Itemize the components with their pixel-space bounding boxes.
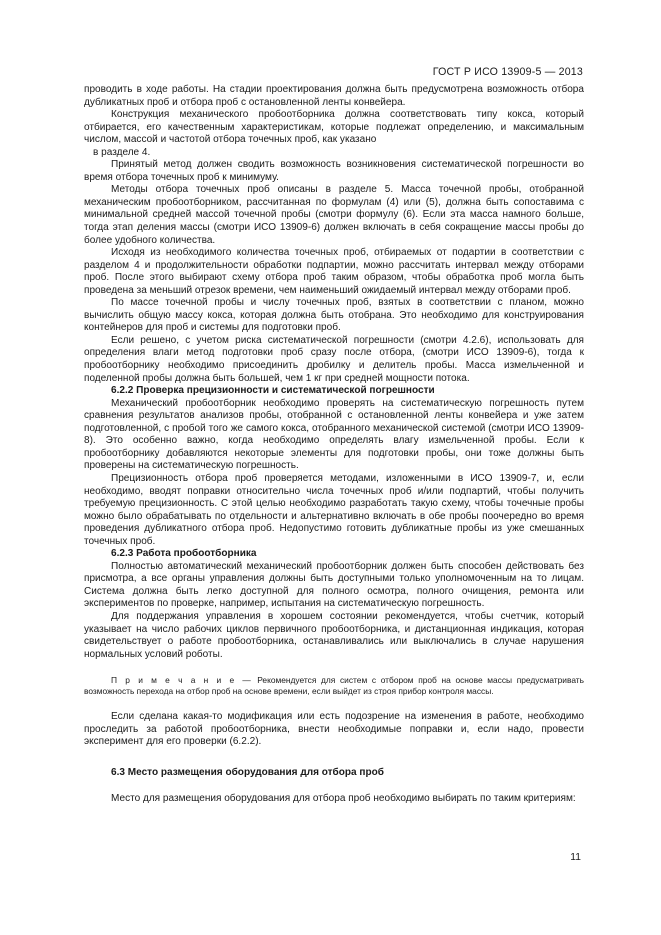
document-body: [84, 84, 584, 806]
paragraph-sampler-design: Конструкция механического пробоотборника должна соответствовать типу кокса, который отбирается, его качественным характеристикам, которые подлежат определению, и максимальным числом, массой и частотой отбора точечных проб, как указано: [84, 109, 584, 146]
paragraph-automatic-operation: Полностью автоматический механический пробоотборник должен быть способен действовать без присмотра, а все органы управления должны быть доступными только уполномоченным на то лицам. Система должна быть легко доступной для полного осмотра, полного очищения, ремонта или экспериментов по проверке, например, испытания на систематическую погрешность.: [84, 560, 584, 610]
heading-6-3: 6.3 Место размещения оборудования для отбора проб: [111, 766, 384, 778]
paragraph-modification: Если сделана какая-то модификация или есть подозрение на изменения в работе, необходимо проследить за работой пробоотборника, внести необходимые поправки и, если надо, провести эксперимент для его проверки (6.2.2).: [84, 711, 584, 748]
paragraph-method-bias: Принятый метод должен сводить возможность возникновения систематической погрешности во время отбора точечных проб к минимуму.: [84, 159, 584, 183]
standard-header: ГОСТ Р ИСО 13909-5 — 2013: [432, 66, 583, 78]
paragraph-total-mass: По массе точечной пробы и числу точечных проб, взятых в соответствии с планом, можно вычислить общую массу кокса, которая должна быть отобрана. Это необходимо для конструирования контейнеров для проб и системы для подготовки проб.: [84, 297, 584, 334]
page-number: 11: [570, 852, 581, 863]
paragraph-bias-check: Механический пробоотборник необходимо проверять на систематическую погрешность путем сравнения результатов анализов пробы, отобранной с остановленной ленты конвейера и уже затем подготовленной, с пробой того же самого кокса, отобранного механической системой (смотри ИСО 13909-8). Это особенно важно, когда необходимо определять влагу измельченной пробы. Если к пробоотборнику добавляются некоторые элементы для подготовки пробы, они тоже должны быть проверены на систематическую погрешность.: [84, 397, 584, 472]
paragraph-increment-methods: Методы отбора точечных проб описаны в разделе 5. Масса точечной пробы, отобранной механическим пробоотборником, рассчитанная по формулам (4) или (5), должна быть сопоставима с минимальной средней массой точечной пробы (смотри формулу (6). Если эта масса намного больше, тогда этап деления массы (смотри ИСО 13909-6) должен включать в себя сокращение массы пробы до более удобного количества.: [84, 184, 584, 246]
paragraph-sampling-interval: Исходя из необходимого количества точечных проб, отбираемых от подартии в соответствии с разделом 4 и продолжительности обработки подпартии, можно рассчитать интервал между отборами проб. После этого выбирают схему отбора проб таким образом, чтобы обработка проб могла быть проведена за меньший отрезок времени, чем наименьший ожидаемый интервал между отборами проб.: [84, 247, 584, 296]
paragraph-continuation: проводить в ходе работы. На стадии проектирования должна быть предусмотрена возможность отбора дубликатных проб и отбора проб с остановленной ленты конвейера.: [84, 84, 584, 108]
paragraph-section-ref: в разделе 4.: [93, 146, 151, 158]
heading-6-2-2: 6.2.2 Проверка прецизионности и систематической погрешности: [111, 385, 435, 397]
note-text: Рекомендуется для систем с отбором проб на основе массы предусматривать возможность перехода на отбор проб на основе времени, если выйдет из строя прибор контроля массы.: [84, 675, 584, 697]
paragraph-moisture: Если решено, с учетом риска систематической погрешности (смотри 4.2.6), использовать для определения влаги метод подготовки проб сразу после отбора, (смотри ИСО 13909-6), тогда к пробоотборнику необходимо присоединить дробилку и делитель пробы. Масса измельченной и поделенной пробы должна быть большей, чем 1 кг при средней мощности потока.: [84, 334, 584, 384]
note-label: П р и м е ч а н и е —: [111, 675, 253, 686]
heading-6-2-3: 6.2.3 Работа пробоотборника: [111, 548, 257, 560]
paragraph-counter: Для поддержания управления в хорошем состоянии рекомендуется, чтобы счетчик, который указывает на число рабочих циклов первичного пробоотборника, и дистанционная индикация, которая свидетельствует о работе пробоотборника, останавливались или выключались в случае нарушения нормальных условий роботы.: [84, 610, 584, 660]
note: [84, 675, 584, 697]
paragraph-precision-check: Прецизионность отбора проб проверяется методами, изложенными в ИСО 13909-7, и, если необходимо, вводят поправки относительно числа точечных проб и/или подпартий, чтобы получить требуемую прецизионность. С этой целью необходимо разработать такую схему, чтобы точечные пробы можно было обрабатывать по отдельности и альтернативно включать в обе пробы поочередно во время проведения дубликатного отбора проб. Недопустимо готовить дубликатные пробы из уже смешанных точечных проб.: [84, 472, 584, 547]
paragraph-location-criteria: Место для размещения оборудования для отбора проб необходимо выбирать по таким критериям:: [111, 793, 576, 805]
